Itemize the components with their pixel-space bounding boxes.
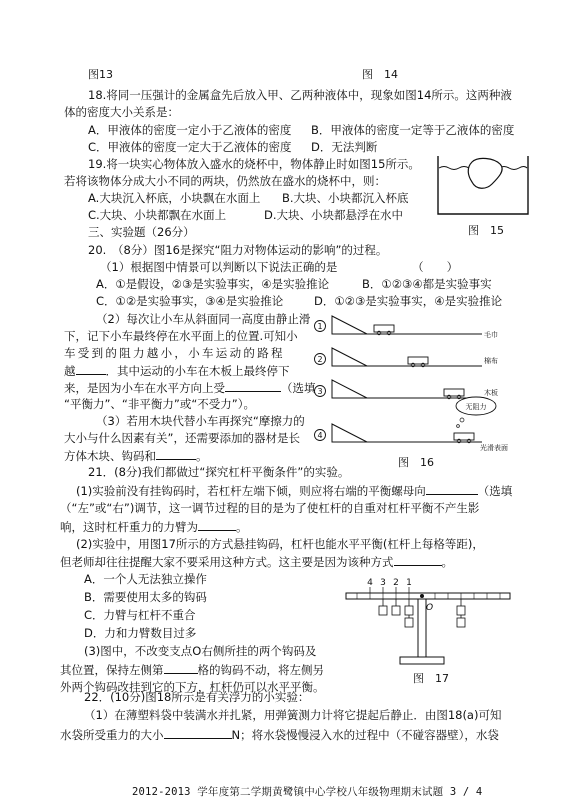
q21-option-b: B．需要使用太多的钩码: [84, 590, 207, 604]
q18-option-a: A．甲液体的密度一定小于乙液体的密度: [88, 123, 292, 137]
q21-option-c: C．力臂与杠杆不重合: [84, 608, 196, 622]
q20-stem: 20. （8分）图16是探究“阻力对物体运动的影响”的过程。: [88, 243, 388, 257]
q21-blank-nut-direction[interactable]: [426, 483, 478, 495]
q18-option-c: C．甲液体的密度一定大于乙液体的密度: [88, 140, 292, 154]
q20-part2-line4: [64, 363, 290, 378]
figure-16-label-smooth: 光滑表面: [480, 444, 508, 452]
figure-17-lever-diagram: [340, 576, 520, 668]
q20-part2-line4-end: ．其中运动的小车在木板上最终停下: [105, 364, 290, 378]
q20-part2-line1: （2）每次让小车从斜面同一高度由静止滑: [96, 312, 311, 326]
q20-blank-equipment[interactable]: [156, 448, 196, 460]
svg-text:2: 2: [317, 355, 323, 364]
figure-16-caption: 图 16: [398, 456, 434, 469]
q22-part1-line1: （1）在薄塑料袋中装满水并扎紧，用弹簧测力计将它提起后静止．由图18(a)可知: [84, 708, 502, 722]
q20-blank-force[interactable]: [225, 380, 281, 392]
q21-part1-line1: [76, 483, 512, 498]
q21-part3-line3: 外两个钩码改挂到它的下方，杠杆仍可以水平平衡。: [60, 680, 325, 694]
figure-16-row-1: [315, 316, 499, 339]
q21-blank-reason[interactable]: [394, 554, 442, 566]
q20-option-b: B．①②③④都是实验事实: [362, 277, 492, 291]
figure-15-caption: 图 15: [468, 224, 504, 237]
q20-blank-distance[interactable]: [76, 363, 106, 375]
figure-16-label-towel: 毛巾: [484, 331, 498, 339]
q20-part2-line4-start: 越: [64, 364, 76, 378]
q21-part1-line1-end: （选填: [477, 484, 513, 498]
q21-part1-line3-text: 响，这时杠杆重力的力臂为: [60, 520, 198, 534]
q21-part1-line1-text: (1)实验前没有挂钩码时，若杠杆左端下倾，则应将右端的平衡螺母向: [76, 484, 426, 498]
q21-blank-moment-arm[interactable]: [198, 519, 236, 531]
q20-option-c: C．①②是实验事实，③④是实验推论: [96, 294, 284, 308]
q21-part3-line1: (3)图中，不改变支点O右侧所挂的两个钩码及: [84, 644, 317, 658]
lever-tick-4: 4: [367, 578, 373, 588]
q18-option-b: B．甲液体的密度一定等于乙液体的密度: [311, 123, 515, 137]
q21-stem: 21．(8分)我们都做过“探究杠杆平衡条件”的实验。: [88, 465, 350, 479]
q22-blank-weight[interactable]: [164, 727, 232, 739]
q20-part3-line1: （3）若用木块代替小车再探究“摩擦力的: [96, 414, 305, 428]
q22-part1-line2-text: 水袋所受重力的大小: [60, 728, 164, 742]
q19-stem-line2: 若将该物体分成大小不同的两块，仍然放在盛水的烧杯中，则：: [64, 174, 386, 188]
q18-option-d: D．无法判断: [311, 140, 378, 154]
svg-text:4: 4: [317, 431, 323, 440]
q20-part2-line5-end: （选填: [281, 381, 316, 395]
q20-part3-line2: 大小与什么因素有关”，还需要添加的器材是长: [64, 431, 300, 445]
q18-stem-line1: 18.将同一压强计的金属盒先后放入甲、乙两种液体中，现象如图14所示。这两种液: [88, 88, 512, 102]
q21-part2-line2: 但老师却往往提醒大家不要采用这种方式。这主要是因为该种方式 。: [60, 555, 453, 569]
q20-part3-line3: 方体木块、钩码和 。: [64, 449, 208, 463]
lever-tick-1: 1: [406, 578, 412, 588]
q20-part2-line5: [64, 380, 316, 395]
q21-part1-line2: （“左”或“右”)调节，这一调节过程的目的是为了使杠杆的自重对杠杆平衡不产生影: [60, 501, 480, 515]
q20-part2-line3: 车受到的阻力越小，小车运动的路程: [64, 346, 285, 360]
q19-option-d: D.大块、小块都悬浮在水中: [264, 208, 404, 222]
q20-part1: （1）根据图中情景可以判断以下说法正确的是 （ ）: [100, 260, 459, 274]
figure-16-label-cotton: 棉布: [484, 357, 498, 365]
figure-16-diagram: [312, 314, 512, 452]
figure-16-label-wood: 木板: [484, 389, 498, 397]
figure-16-row-2: [315, 348, 499, 367]
svg-text:1: 1: [317, 322, 323, 331]
q21-part3-line2-end: 格的钩码不动，将左侧另: [197, 663, 324, 677]
figure-15-beaker-diagram: [432, 152, 532, 218]
figure-16-row-4: [315, 397, 509, 452]
q21-option-a: A．一个人无法独立操作: [84, 572, 207, 586]
q18-stem-line2: 体的密度大小关系是：: [64, 105, 179, 119]
lever-pivot-label: O: [426, 603, 434, 613]
q19-option-b: B.大块、小块都沉入杯底: [282, 191, 409, 205]
q22-stem: 22．(10分)图18所示是有关浮力的小实验：: [84, 690, 310, 704]
q20-option-a: A．①是假设，②③是实验事实，④是实验推论: [96, 277, 330, 291]
section-3-heading: 三、实验题（26分）: [88, 225, 195, 239]
lever-tick-2: 2: [393, 578, 399, 588]
svg-text:3: 3: [317, 387, 323, 396]
q22-part1-line2: [60, 727, 499, 742]
q20-option-d: D．①②③是实验事实，④是实验推论: [314, 294, 503, 308]
page-footer: 2012-2013 学年度第二学期黄鹭镇中心学校八年级物理期末试题 3 / 4: [132, 786, 483, 798]
q19-stem-line1: 19.将一块实心物体放入盛水的烧杯中，物体静止时如图15所示。: [88, 157, 420, 171]
q22-part1-line2-end: N；将水袋慢慢浸入水的过程中（不碰容器壁），水袋: [231, 728, 499, 742]
q21-part3-line2: [60, 662, 324, 677]
figure-17-caption: 图 17: [413, 672, 449, 685]
q21-option-d: D．力和力臂数目过多: [84, 626, 197, 640]
figure-14-caption: 图 14: [362, 68, 398, 81]
q20-part2-line6: “平衡力”、“非平衡力”或“不受力”）。: [64, 397, 255, 411]
q19-option-c: C.大块、小块都飘在水面上: [88, 208, 227, 222]
q20-part3-line3-text: 方体木块、钩码和: [64, 449, 156, 463]
q21-blank-grid[interactable]: [164, 662, 198, 674]
figure-13-caption: 图13: [88, 68, 113, 81]
figure-16-row-3: [315, 380, 499, 399]
q19-option-a: A.大块沉入杯底，小块飘在水面上: [88, 191, 261, 205]
q20-part2-line5-start: 来，是因为小车在水平方向上受: [64, 381, 225, 395]
q21-part3-line2-text: 其位置，保持左侧第: [60, 663, 164, 677]
q21-part1-line3: 响，这时杠杆重力的力臂为 。: [60, 520, 248, 534]
q20-part2-line2: 下，记下小车最终停在水平面上的位置.可知小: [64, 329, 298, 343]
figure-16-bubble-text: 无阻力: [465, 403, 487, 411]
q21-part2-line1: (2)实验中，用图17所示的方式悬挂钩码，杠杆也能水平平衡(杠杆上每格等距)，: [76, 537, 484, 551]
q21-part2-line2-text: 但老师却往往提醒大家不要采用这种方式。这主要是因为该种方式: [60, 555, 394, 569]
lever-tick-3: 3: [380, 578, 386, 588]
